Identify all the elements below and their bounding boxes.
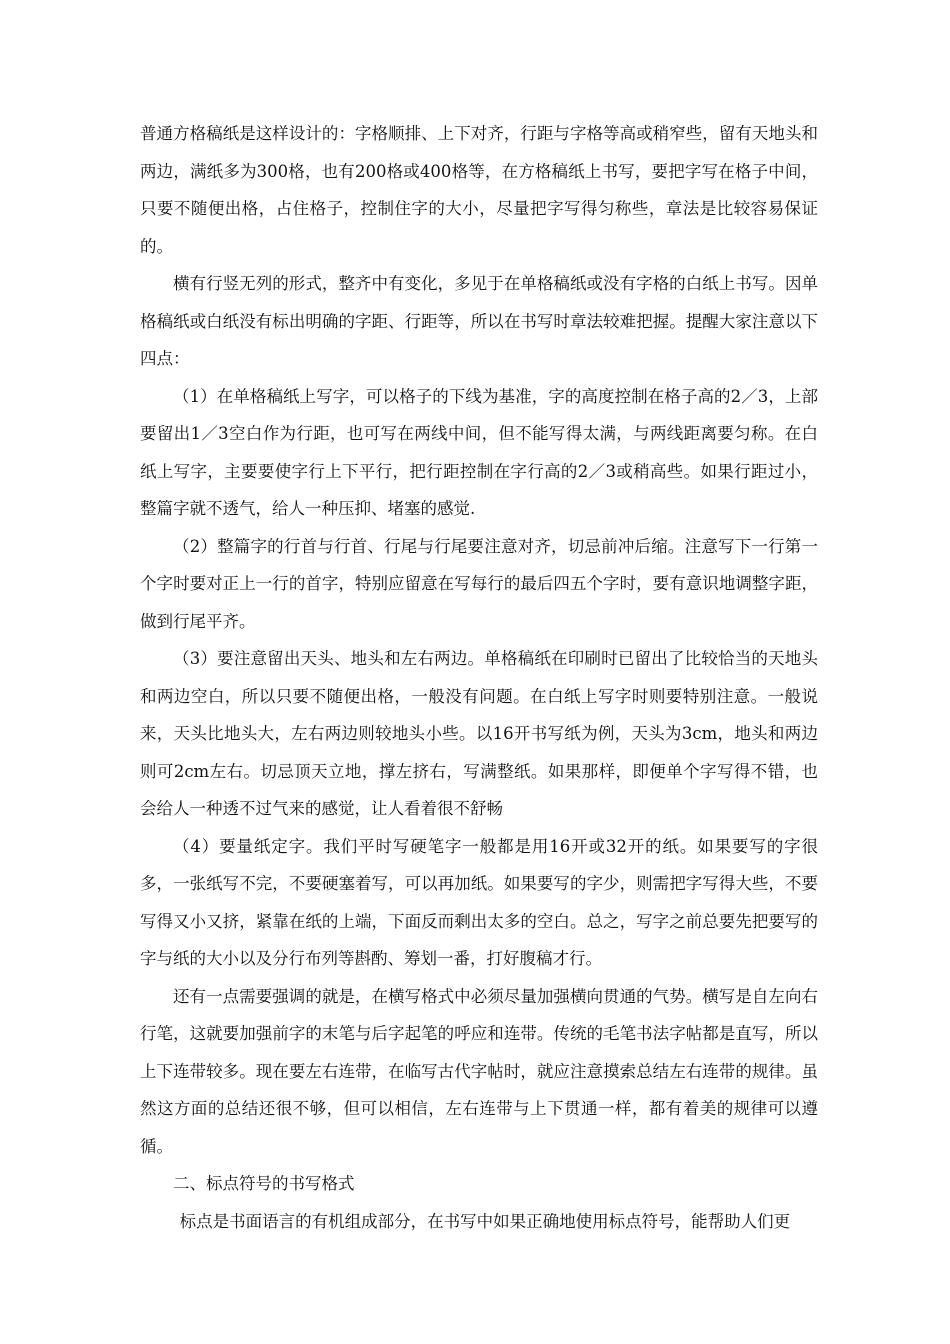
- paragraph-point-3: （3）要注意留出天头、地头和左右两边。单格稿纸在印刷时已留出了比较恰当的天地头和两边空白，所以只要不随便出格，一般没有问题。在白纸上写字时则要特别注意。一般说来，天头比地头大，左右两边则较地头小些。以16开书写纸为例，天头为3cm，地头和两边则可2cm左右。切忌顶天立地，撑左挤右，写满整纸。如果那样，即便单个字写得不错，也会给人一种透不过气来的感觉，让人看着很不舒畅: [140, 649, 818, 818]
- paragraph-point-2: （2）整篇字的行首与行首、行尾与行尾要注意对齐，切忌前冲后缩。注意写下一行第一个字时要对正上一行的首字，特别应留意在写每行的最后四五个字时，要有意识地调整字距，做到行尾平齐。: [140, 536, 818, 631]
- paragraph-horizontal-flow: 还有一点需要强调的就是，在横写格式中必须尽量加强横向贯通的气势。横写是自左向右行笔，这就要加强前字的末笔与后字起笔的呼应和连带。传统的毛笔书法字帖都是直写，所以上下连带较多。现在要左右连带，在临写古代字帖时，就应注意摸索总结左右连带的规律。虽然这方面的总结还很不够，但可以相信，左右连带与上下贯通一样，都有着美的规律可以遵循。: [140, 986, 818, 1156]
- paragraph-grid-paper: 普通方格稿纸是这样设计的：字格顺排、上下对齐，行距与字格等高或稍窄些，留有天地头和两边，满纸多为300格，也有200格或400格等，在方格稿纸上书写，要把字写在格子中间，只要不随便出格，占住格子，控制住字的大小，尽量把字写得匀称些，章法是比较容易保证的。: [140, 124, 818, 256]
- paragraph-point-1: （1）在单格稿纸上写字，可以格子的下线为基准，字的高度控制在格子高的2／3，上部要留出1／3空白作为行距，也可写在两线中间，但不能写得太满，与两线距离要匀称。在白纸上写字，主要要使字行上下平行，把行距控制在字行高的2／3或稍高些。如果行距过小，整篇字就不透气，给人一种压抑、堵塞的感觉.: [140, 386, 818, 518]
- paragraph-row-format: 横有行竖无列的形式，整齐中有变化，多见于在单格稿纸或没有字格的白纸上书写。因单格稿纸或白纸没有标出明确的字距、行距等，所以在书写时章法较难把握。提醒大家注意以下四点：: [140, 274, 818, 368]
- paragraph-point-4: （4）要量纸定字。我们平时写硬笔字一般都是用16开或32开的纸。如果要写的字很多，一张纸写不完，不要硬塞着写，可以再加纸。如果要写的字少，则需把字写得大些，不要写得又小又挤，紧靠在纸的上端，下面反而剩出太多的空白。总之，写字之前总要先把要写的字与纸的大小以及分行布列等斟酌、筹划一番，打好腹稿才行。: [140, 836, 818, 968]
- document-body: [140, 115, 818, 1240]
- paragraph-punctuation-intro: 标点是书面语言的有机组成部分，在书写中如果正确地使用标点符号，能帮助人们更: [179, 1211, 791, 1231]
- section-heading-punctuation: 二、标点符号的书写格式: [173, 1174, 355, 1193]
